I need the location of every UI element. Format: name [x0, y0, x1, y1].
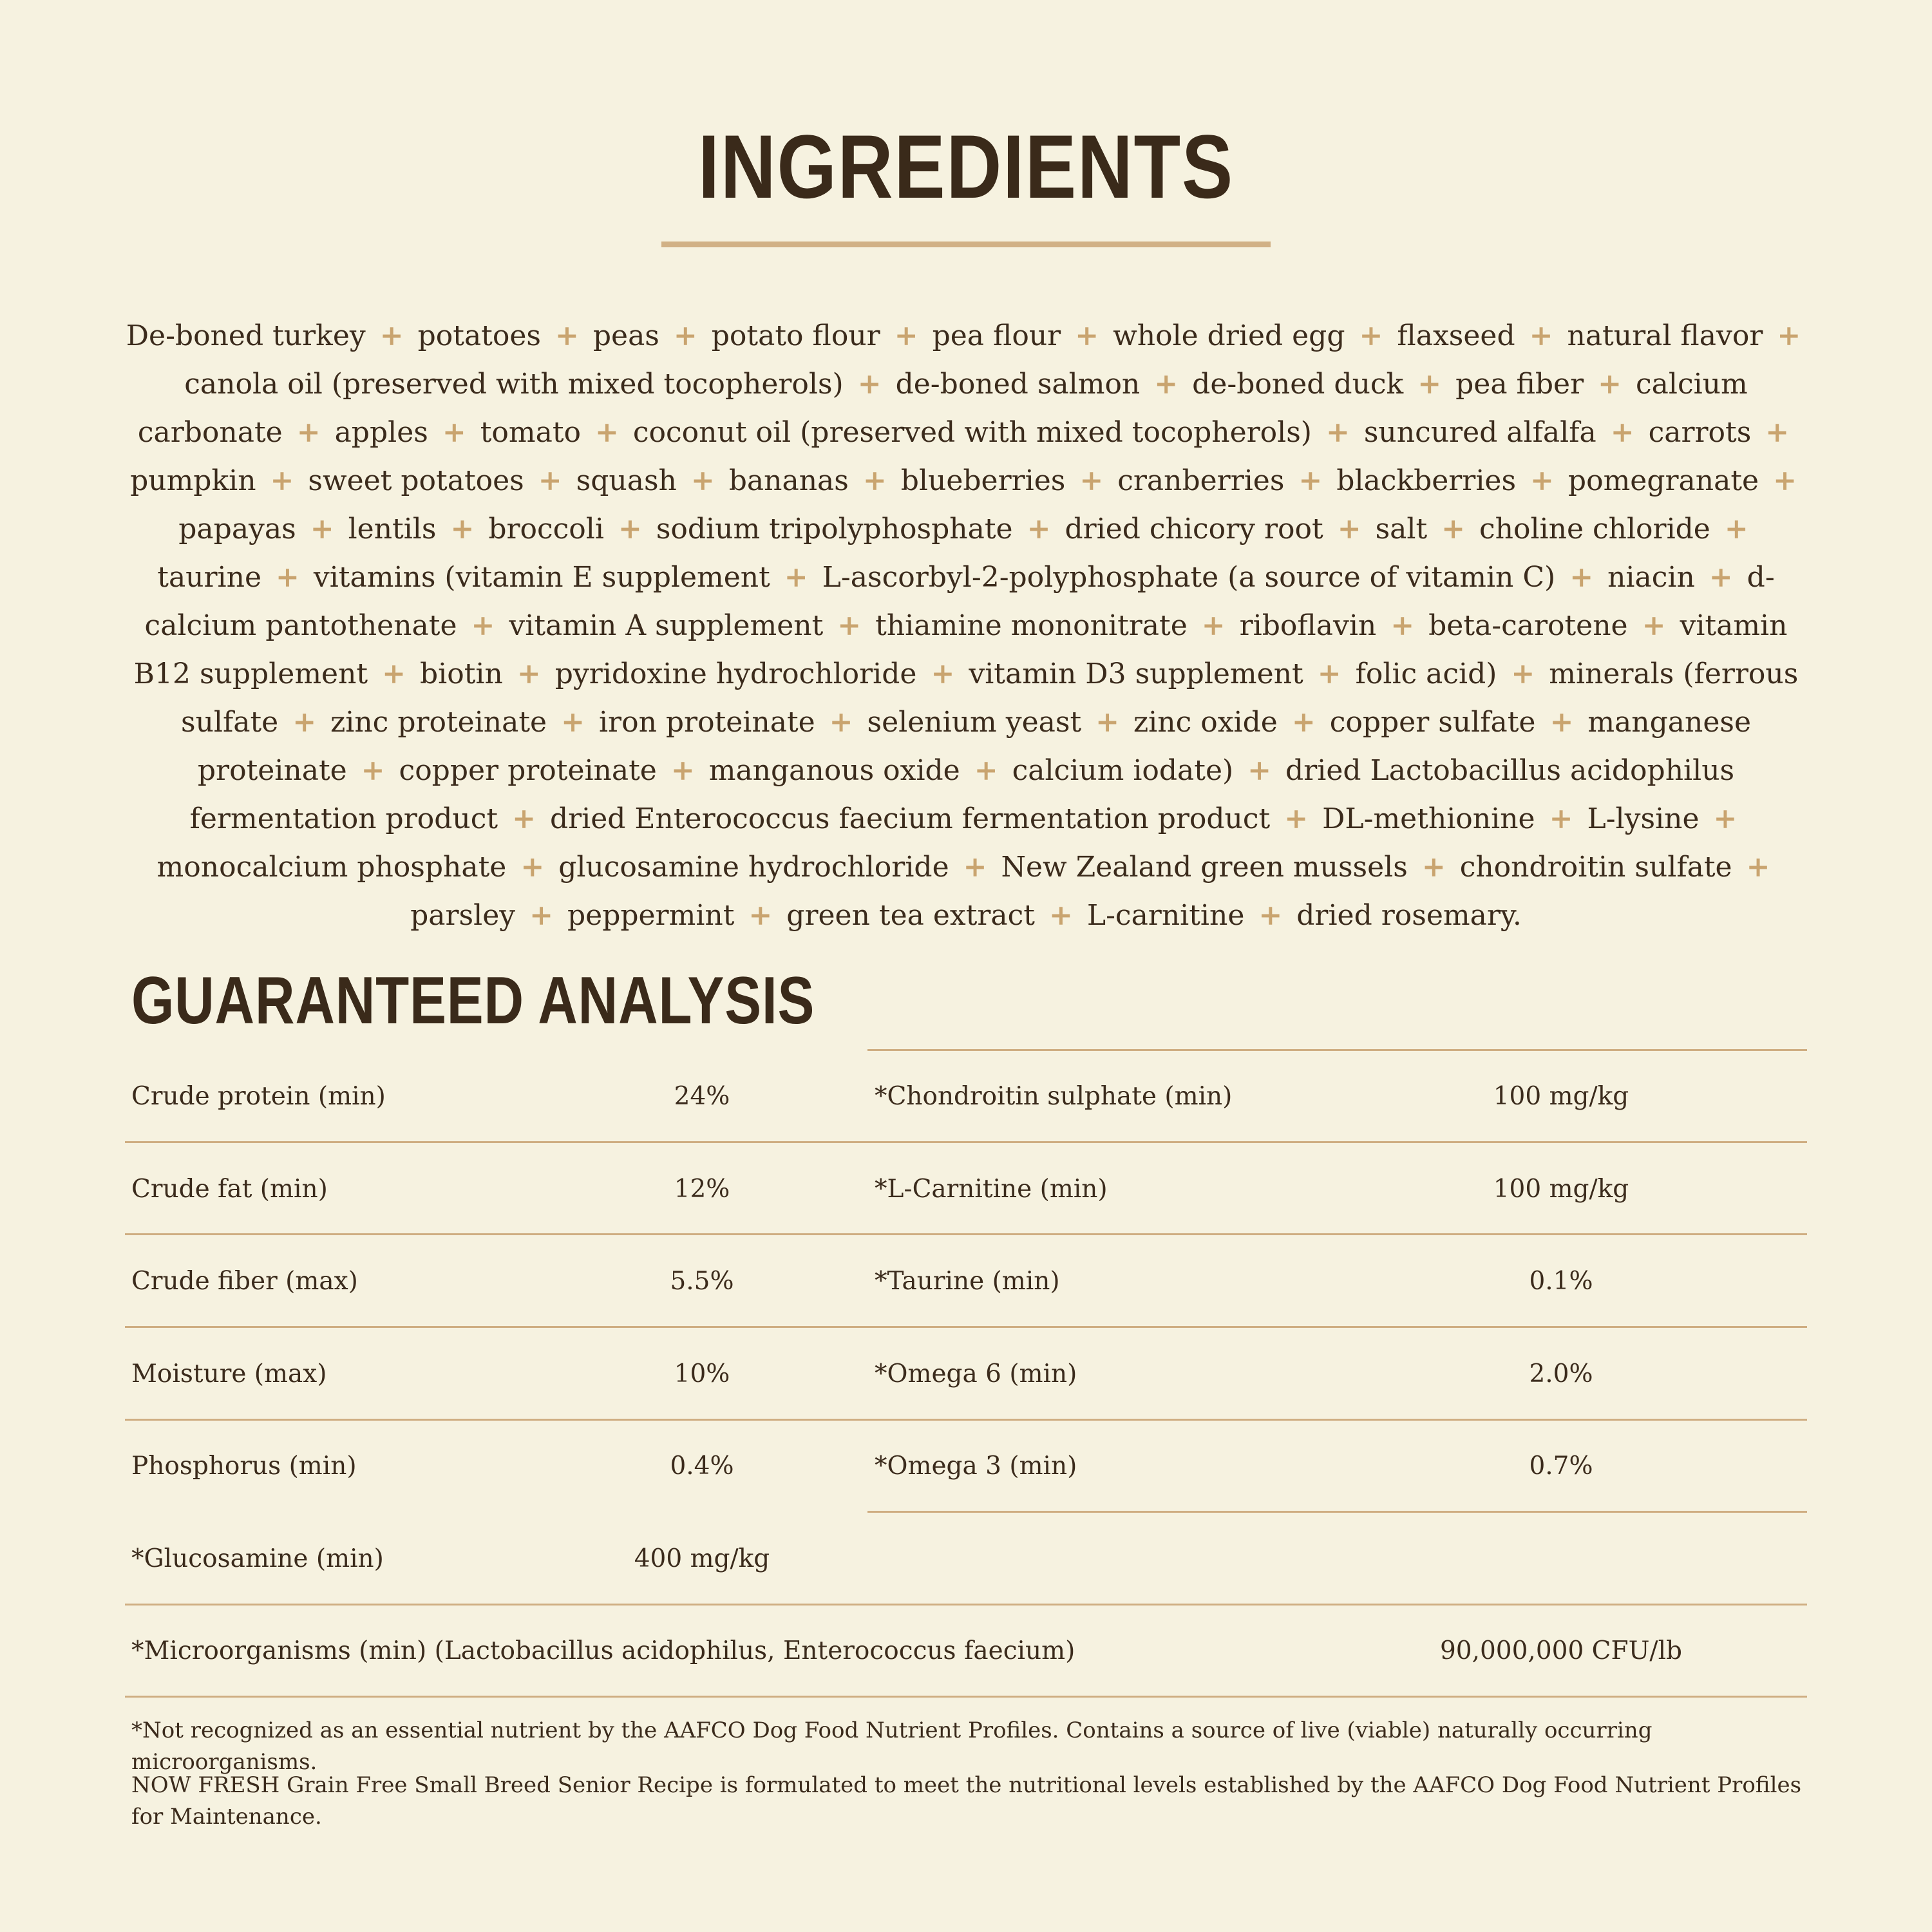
ingredient-item: lentils	[348, 513, 437, 545]
plus-separator-icon: +	[538, 464, 562, 497]
plus-separator-icon: +	[450, 513, 475, 545]
ingredient-item: potatoes	[417, 319, 541, 352]
plus-separator-icon: +	[1529, 319, 1553, 352]
plus-separator-icon: +	[670, 754, 695, 787]
ingredient-item: folic acid)	[1355, 658, 1497, 690]
ingredient-item: tomato	[480, 416, 582, 449]
ingredient-item: pea fiber	[1455, 368, 1584, 401]
ingredients-title: INGREDIENTS	[698, 116, 1234, 217]
plus-separator-icon: +	[1610, 416, 1634, 449]
ingredient-item: De-boned turkey	[126, 319, 366, 352]
ingredient-item: choline chloride	[1479, 513, 1710, 545]
plus-separator-icon: +	[361, 754, 385, 787]
ingredient-item: manganous oxide	[708, 754, 960, 787]
plus-separator-icon: +	[1337, 513, 1361, 545]
plus-separator-icon: +	[1713, 802, 1738, 835]
ingredient-item: vitamin B12 supplement	[133, 609, 1788, 690]
ingredient-item: zinc oxide	[1133, 706, 1278, 739]
ingredient-item: minerals (ferrous sulfate	[180, 658, 1799, 739]
analysis-value: 100 mg/kg	[1493, 1082, 1629, 1111]
ingredient-item: peas	[592, 319, 659, 352]
row-divider	[867, 1419, 1807, 1421]
analysis-label: *Omega 6 (min)	[875, 1359, 1077, 1388]
row-divider	[125, 1604, 1807, 1605]
plus-separator-icon: +	[554, 319, 579, 352]
row-divider	[125, 1419, 933, 1421]
ingredient-item: calcium carbonate	[137, 368, 1748, 449]
ingredient-item: zinc proteinate	[330, 706, 547, 739]
plus-separator-icon: +	[784, 561, 808, 594]
row-divider	[125, 1326, 933, 1328]
plus-separator-icon: +	[529, 899, 553, 932]
plus-separator-icon: +	[857, 368, 882, 401]
analysis-label: *Taurine (min)	[875, 1267, 1060, 1296]
ingredient-item: calcium iodate)	[1012, 754, 1234, 787]
ingredient-item: dried chicory root	[1065, 513, 1323, 545]
plus-separator-icon: +	[690, 464, 715, 497]
row-divider	[867, 1511, 1807, 1513]
analysis-value: 2.0%	[1529, 1359, 1593, 1388]
plus-separator-icon: +	[837, 609, 862, 642]
ingredient-item: L-ascorbyl-2-polyphosphate (a source of vitamin C)	[822, 561, 1556, 594]
analysis-label: Moisture (max)	[131, 1359, 327, 1388]
ingredient-item: beta-carotene	[1428, 609, 1628, 642]
plus-separator-icon: +	[1390, 609, 1415, 642]
ingredient-item: dried Enterococcus faecium fermentation product	[549, 802, 1271, 835]
analysis-value: 24%	[674, 1082, 730, 1111]
ingredient-item: squash	[576, 464, 677, 497]
ingredient-item: peppermint	[567, 899, 735, 932]
plus-separator-icon: +	[894, 319, 918, 352]
plus-separator-icon: +	[1642, 609, 1666, 642]
formulation-statement: NOW FRESH Grain Free Small Breed Senior Recipe is formulated to meet the nutritional levels established by the AAFCO Dog Food Nutrient Profiles for Maintenance.	[131, 1772, 1802, 1830]
ingredient-item: iron proteinate	[598, 706, 815, 739]
ingredient-item: dried Lactobacillus acidophilus fermentation product	[189, 754, 1735, 835]
ingredient-item: selenium yeast	[867, 706, 1082, 739]
plus-separator-icon: +	[931, 658, 955, 690]
plus-separator-icon: +	[618, 513, 642, 545]
ingredient-item: bananas	[728, 464, 849, 497]
plus-separator-icon: +	[1569, 561, 1594, 594]
plus-separator-icon: +	[270, 464, 294, 497]
plus-separator-icon: +	[382, 658, 406, 690]
plus-separator-icon: +	[310, 513, 334, 545]
ingredient-item: riboflavin	[1239, 609, 1377, 642]
ingredient-item: coconut oil (preserved with mixed tocopherols)	[632, 416, 1312, 449]
plus-separator-icon: +	[1359, 319, 1383, 352]
plus-separator-icon: +	[1325, 416, 1350, 449]
plus-separator-icon: +	[1201, 609, 1226, 642]
analysis-value: 400 mg/kg	[634, 1544, 770, 1573]
plus-separator-icon: +	[1709, 561, 1733, 594]
analysis-label: Crude fat (min)	[131, 1175, 328, 1204]
ingredient-item: cranberries	[1117, 464, 1285, 497]
plus-separator-icon: +	[296, 416, 321, 449]
ingredient-item: apples	[334, 416, 428, 449]
plus-separator-icon: +	[442, 416, 466, 449]
ingredient-item: blackberries	[1336, 464, 1517, 497]
plus-separator-icon: +	[974, 754, 998, 787]
plus-separator-icon: +	[520, 851, 545, 884]
plus-separator-icon: +	[1598, 368, 1622, 401]
ingredient-item: carrots	[1648, 416, 1752, 449]
microorganisms-value: 90,000,000 CFU/lb	[1439, 1636, 1683, 1665]
row-divider	[867, 1233, 1807, 1235]
plus-separator-icon: +	[1284, 802, 1309, 835]
plus-separator-icon: +	[1773, 464, 1797, 497]
title-divider	[661, 242, 1271, 247]
analysis-value: 0.7%	[1529, 1452, 1593, 1481]
plus-separator-icon: +	[595, 416, 619, 449]
ingredient-item: niacin	[1607, 561, 1695, 594]
ingredient-item: L-carnitine	[1086, 899, 1245, 932]
ingredient-item: pomegranate	[1567, 464, 1759, 497]
ingredient-item: flaxseed	[1397, 319, 1515, 352]
ingredient-item: DL-methionine	[1322, 802, 1535, 835]
ingredient-item: natural flavor	[1567, 319, 1763, 352]
plus-separator-icon: +	[1291, 706, 1316, 739]
analysis-label: *L-Carnitine (min)	[875, 1175, 1108, 1204]
row-divider	[125, 1141, 933, 1143]
ingredient-item: vitamin D3 supplement	[969, 658, 1303, 690]
plus-separator-icon: +	[748, 899, 773, 932]
ingredient-item: copper sulfate	[1329, 706, 1536, 739]
plus-separator-icon: +	[276, 561, 299, 594]
ingredient-item: blueberries	[900, 464, 1066, 497]
ingredient-item: de-boned duck	[1192, 368, 1404, 401]
plus-separator-icon: +	[963, 851, 987, 884]
plus-separator-icon: +	[1511, 658, 1535, 690]
analysis-label: *Chondroitin sulphate (min)	[875, 1082, 1233, 1111]
plus-separator-icon: +	[1417, 368, 1442, 401]
row-divider	[125, 1233, 933, 1235]
plus-separator-icon: +	[1317, 658, 1341, 690]
plus-separator-icon: +	[471, 609, 495, 642]
ingredient-item: L-lysine	[1587, 802, 1700, 835]
ingredient-item: glucosamine hydrochloride	[558, 851, 949, 884]
ingredient-item: sodium tripolyphosphate	[656, 513, 1013, 545]
ingredient-item: vitamins (vitamin E supplement	[313, 561, 770, 594]
footnote: *Not recognized as an essential nutrient by the AAFCO Dog Food Nutrient Profiles. Contains a source of live (viable) naturally occurring microorganisms.	[131, 1718, 1653, 1775]
plus-separator-icon: +	[1530, 464, 1554, 497]
ingredient-item: taurine	[157, 561, 261, 594]
ingredient-item: broccoli	[488, 513, 604, 545]
ingredient-item: de-boned salmon	[895, 368, 1141, 401]
plus-separator-icon: +	[829, 706, 853, 739]
plus-separator-icon: +	[1549, 706, 1574, 739]
plus-separator-icon: +	[1746, 851, 1770, 884]
ingredient-item: chondroitin sulfate	[1459, 851, 1732, 884]
ingredient-item: whole dried egg	[1113, 319, 1345, 352]
analysis-value: 0.1%	[1529, 1267, 1593, 1296]
ingredient-item: potato flour	[711, 319, 880, 352]
plus-separator-icon: +	[1048, 899, 1073, 932]
row-divider	[867, 1049, 1807, 1051]
ingredient-item: thiamine mononitrate	[875, 609, 1188, 642]
plus-separator-icon: +	[1421, 851, 1446, 884]
ingredients-list	[122, 312, 1810, 940]
plus-separator-icon: +	[1298, 464, 1323, 497]
analysis-value: 12%	[674, 1175, 730, 1204]
plus-separator-icon: +	[379, 319, 404, 352]
plus-separator-icon: +	[673, 319, 697, 352]
plus-separator-icon: +	[1075, 319, 1099, 352]
plus-separator-icon: +	[561, 706, 585, 739]
analysis-value: 100 mg/kg	[1493, 1175, 1629, 1204]
analysis-label: Phosphorus (min)	[131, 1452, 357, 1481]
ingredient-item: papayas	[178, 513, 296, 545]
ingredient-item: biotin	[419, 658, 503, 690]
analysis-label: Crude protein (min)	[131, 1082, 386, 1111]
analysis-value: 10%	[674, 1359, 730, 1388]
analysis-label: *Omega 3 (min)	[875, 1452, 1077, 1481]
ingredient-item: d-calcium pantothenate	[144, 561, 1775, 642]
ingredient-item: canola oil (preserved with mixed tocopherols)	[184, 368, 844, 401]
ingredient-item: sweet potatoes	[308, 464, 524, 497]
plus-separator-icon: +	[1247, 754, 1272, 787]
plus-separator-icon: +	[1027, 513, 1051, 545]
plus-separator-icon: +	[1154, 368, 1179, 401]
plus-separator-icon: +	[1549, 802, 1573, 835]
plus-separator-icon: +	[1724, 513, 1748, 545]
ingredient-item: salt	[1375, 513, 1428, 545]
analysis-label: Crude fiber (max)	[131, 1267, 358, 1296]
ingredient-item: vitamin A supplement	[509, 609, 824, 642]
plus-separator-icon: +	[1258, 899, 1283, 932]
ingredient-item: suncured alfalfa	[1363, 416, 1596, 449]
plus-separator-icon: +	[292, 706, 317, 739]
analysis-label: *Glucosamine (min)	[131, 1544, 384, 1573]
ingredient-item: pyridoxine hydrochloride	[554, 658, 917, 690]
plus-separator-icon: +	[1079, 464, 1104, 497]
plus-separator-icon: +	[512, 802, 536, 835]
ingredient-item: monocalcium phosphate	[156, 851, 507, 884]
ingredient-item: manganese proteinate	[197, 706, 1752, 787]
ingredient-item: dried rosemary.	[1296, 899, 1522, 932]
row-divider	[125, 1696, 1807, 1698]
plus-separator-icon: +	[516, 658, 541, 690]
microorganisms-label: *Microorganisms (min) (Lactobacillus acidophilus, Enterococcus faecium)	[131, 1636, 1075, 1665]
plus-separator-icon: +	[1777, 319, 1801, 352]
guaranteed-analysis-title: GUARANTEED ANALYSIS	[131, 963, 815, 1038]
plus-separator-icon: +	[1441, 513, 1466, 545]
ingredient-item: parsley	[410, 899, 516, 932]
analysis-value: 5.5%	[670, 1267, 734, 1296]
plus-separator-icon: +	[862, 464, 887, 497]
plus-separator-icon: +	[1095, 706, 1119, 739]
ingredient-item: New Zealand green mussels	[1001, 851, 1408, 884]
analysis-value: 0.4%	[670, 1452, 734, 1481]
ingredient-item: green tea extract	[786, 899, 1035, 932]
row-divider	[867, 1326, 1807, 1328]
ingredient-item: copper proteinate	[399, 754, 657, 787]
ingredient-item: pumpkin	[130, 464, 256, 497]
ingredient-item: pea flour	[932, 319, 1061, 352]
plus-separator-icon: +	[1765, 416, 1790, 449]
row-divider	[867, 1141, 1807, 1143]
